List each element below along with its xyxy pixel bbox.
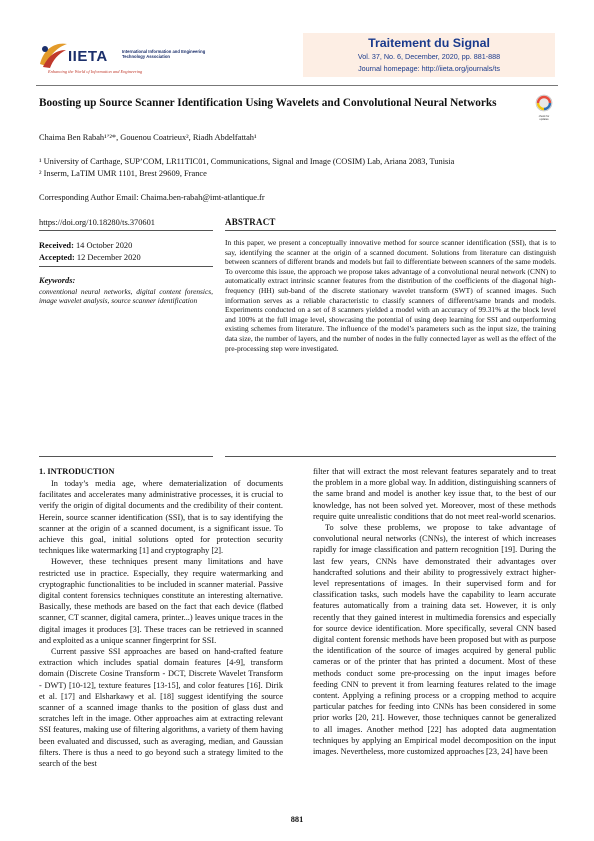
svg-text:updates: updates: [539, 118, 549, 121]
author-list: Chaima Ben Rabah¹ʼ²*, Gouenou Coatrieux², Riadh Abdelfattah¹: [39, 133, 257, 142]
journal-title: Traitement du Signal: [368, 36, 490, 50]
corresponding-author: Corresponding Author Email: Chaima.ben-rabah@imt-atlantique.fr: [39, 193, 265, 202]
journal-homepage-link[interactable]: Journal homepage: http://iieta.org/journals/ts: [358, 64, 500, 73]
paragraph: To solve these problems, we propose to take advantage of convolutional neural networks (CNNs), the interest of which increases rapidly for image classification and pattern recognition [19]. During the last few years, CNNs have demonstrated their advantages over handcrafted solutions and their ability to progressively extract higher-level representations of images. In their supervised form and for classification tasks, such models have the capability to learn accurate features automatically from a training data set. However, it is only recently that they gained interest in multimedia forensics and especially for source device identification. More specifically, several CNN based digital content forensic methods have been proposed but with as purpose the identification of the source of images acquired by general public cameras or of the printer that has printed a document. Most of these methods conduct some pre-processing on the input images before feeding CNN to prevent it from learning features related to the image content. Applying a refining process or a cropping method to acquire particular patches for feeding into CNNs has been considered in some prior works [20, 21]. However, those techniques cannot be generalized to all images. Another method [22] has adopted data augmentation techniques by applying an Empirical model decomposition on the input images. Nevertheless, more customized approaches [23, 24] have been: [313, 523, 556, 757]
body-column-left: [39, 478, 283, 769]
logo-association-text: International Information and Engineering Technology Association: [122, 49, 206, 59]
front-matter-end-rule-left: [39, 456, 213, 457]
received-date: 14 October 2020: [75, 241, 133, 250]
section-heading-introduction: 1. INTRODUCTION: [39, 467, 115, 476]
publisher-logo: [36, 38, 206, 82]
abstract-text: In this paper, we present a conceptually innovative method for source scanner identification (SSI), that is to say, identifying the scanner at the origin of a scanned document. Solutions from literature can distinguish between scanners of different brands and models but fail to differentiate between scanners of the same models. To overcome this issue, the approach we propose takes advantage of a convolutional neural network (CNN) to automatically extract intrinsic scanner features from the distribution of the coefficients of the diagonal high-frequency (HH) sub-band of the discrete stationary wavelet transform (SWT) of scanned images. Such information serves as a reliable characteristic to classify scanners of different/same brands and models. Experiments conducted on a set of 8 scanners yielded a model with an accuracy of 99.31% at the block level and 100% at the full image level, showcasing the potential of using deep learning for SSI and outperforming existing schemes from literature. The influence of the model’s parameters such as the input size, the training data size, the number of layers, and the number of nodes in the fully connected layer as well as the effect of the pre-processing step were investigated.: [225, 238, 556, 353]
front-matter-end-rule-right: [225, 456, 556, 457]
keywords-list: conventional neural networks, digital content forensics, image wavelet analysis, source scanner identification: [39, 287, 213, 306]
iieta-logo-icon: [36, 38, 70, 72]
accepted-date-line: [39, 253, 141, 262]
abstract-divider: [225, 230, 556, 231]
received-label: Received:: [39, 241, 74, 250]
logo-name: IIETA: [68, 48, 108, 65]
paragraph: In today’s media age, where dematerialization of documents facilitates and accelerates many administrative processes, it is crucial to verify the origin of digital documents and the credibility of their content. Herein, source scanner identification (SSI), that is to say identifying the scanner at the origin of a scanned document, is a significant issue. To achieve this goal, initial solutions opted for protection security techniques like watermarking [1] and cryptography [2].: [39, 479, 283, 556]
accepted-date: 12 December 2020: [76, 253, 141, 262]
affiliation-1: ¹ University of Carthage, SUP’COM, LR11TIC01, Communications, Signal and Image (COSIM) Lab, Ariana 2083, Tunisia: [39, 157, 455, 166]
svg-text:check for: check for: [538, 115, 550, 118]
body-column-right: [313, 466, 556, 757]
keywords-heading: Keywords:: [39, 276, 76, 285]
doi-link[interactable]: https://doi.org/10.18280/ts.370601: [39, 218, 155, 227]
paragraph: Current passive SSI approaches are based on hand-crafted feature extraction which includes spatial domain features [4-9], transform domain (Discrete Cosine Transform - DCT, Discrete Wavelet Transform - DWT) [10-12], texture features [13-15], and color features [16]. Dirik et al. [17] and Elsharkawy et al. [18] suggest identifying the source scanner of a scanned image thanks to the position of glass dust and scratches left in the image. Other approaches aim at extracting relevant SSI features, making use of filtering algorithms, a variety of them having been evaluated and discussed, such as averaging, median, and Gaussian filters. There is thus a need to go beyond such a strategy limited to the search of the best: [39, 647, 283, 769]
header-divider: [36, 85, 558, 86]
accepted-label: Accepted:: [39, 253, 75, 262]
paper-title: Boosting up Source Scanner Identification Using Wavelets and Convolutional Neural Networks: [39, 97, 497, 109]
abstract-heading: ABSTRACT: [225, 217, 276, 227]
info-divider: [39, 230, 213, 231]
dates-divider: [39, 266, 213, 267]
received-date-line: [39, 241, 132, 250]
page-number: 881: [290, 815, 304, 824]
paragraph: However, these techniques present many limitations and have restricted use in practice. Especially, they require watermarking and cryptographic functionalities to be included in scanner material. Passive digital content forensics techniques constitute an interesting alternative. Basically, these methods are based on the fact that each device (flatbed scanner, CT scanner, digital camera, printer...) leaves unique traces in the digital images it produces [3]. These traces can be retrieved in scanned and exploited as a unique scanner fingerprint for SSI.: [39, 557, 283, 645]
check-for-updates-badge-icon[interactable]: [534, 94, 554, 122]
journal-volume: Vol. 37, No. 6, December, 2020, pp. 881-888: [357, 52, 501, 61]
paragraph: filter that will extract the most relevant features separately and to treat the problem in a more global way. In addition, distinguishing scanners of the same brand and model is another key issue that, to the best of our knowledge, has not been solved yet. Moreover, most of these methods require quite unrealistic conditions that do not meet real-world scenarios.: [313, 467, 556, 521]
affiliation-2: ² Inserm, LaTIM UMR 1101, Brest 29609, France: [39, 169, 207, 178]
logo-tagline: Enhancing the World of Information and Engineering: [48, 69, 143, 74]
